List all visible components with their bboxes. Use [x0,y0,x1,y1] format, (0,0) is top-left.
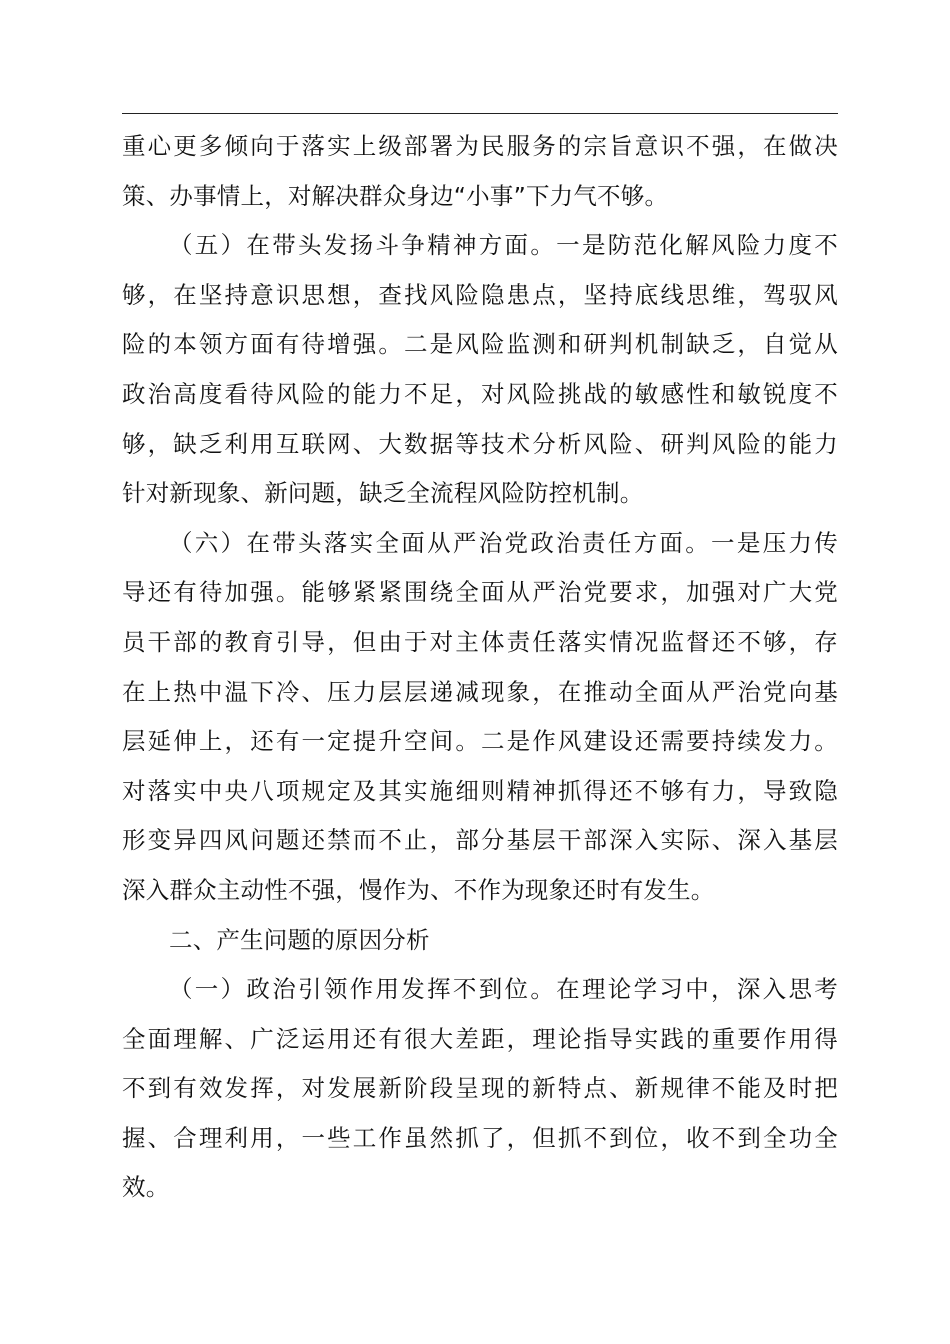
section-heading: 二、产生问题的原因分析 [169,925,430,954]
header-rule [122,113,838,114]
text-line: 在上热中温下冷、压力层层递减现象，在推动全面从严治党向基 [122,677,838,706]
body-text [122,122,838,1213]
text-line: 效。 [122,1173,170,1202]
paragraph-heading-5: （五）在带头发扬斗争精神方面。一是防范化解风险力度不 [169,231,838,260]
text-line: 策、办事情上，对解决群众身边“小事”下力气不够。 [122,181,669,210]
text-line: 政治高度看待风险的能力不足，对风险挑战的敏感性和敏锐度不 [122,379,838,408]
paragraph-heading-1: （一）政治引领作用发挥不到位。在理论学习中，深入思考 [169,975,838,1004]
text-line: 员干部的教育引导，但由于对主体责任落实情况监督还不够，存 [122,627,838,656]
text-line: 针对新现象、新问题，缺乏全流程风险防控机制。 [122,479,644,508]
text-line: 层延伸上，还有一定提升空间。二是作风建设还需要持续发力。 [122,727,838,756]
text-line: 对落实中央八项规定及其实施细则精神抓得还不够有力，导致隐 [122,776,838,805]
text-line: 导还有待加强。能够紧紧围绕全面从严治党要求，加强对广大党 [122,578,838,607]
text-line: 重心更多倾向于落实上级部署为民服务的宗旨意识不强，在做决 [122,132,838,160]
text-line: 握、合理利用，一些工作虽然抓了，但抓不到位，收不到全功全 [122,1123,838,1152]
text-line: 险的本领方面有待增强。二是风险监测和研判机制缺乏，自觉从 [122,330,838,359]
paragraph-heading-6: （六）在带头落实全面从严治党政治责任方面。一是压力传 [169,528,838,557]
text-line: 形变异四风问题还禁而不止，部分基层干部深入实际、深入基层 [122,826,838,855]
text-line: 够，在坚持意识思想，查找风险隐患点，坚持底线思维，驾驭风 [122,280,838,309]
text-line: 全面理解、广泛运用还有很大差距，理论指导实践的重要作用得 [122,1024,838,1053]
text-line: 够，缺乏利用互联网、大数据等技术分析风险、研判风险的能力 [122,429,838,458]
text-line: 不到有效发挥，对发展新阶段呈现的新特点、新规律不能及时把 [122,1074,838,1103]
text-line: 深入群众主动性不强，慢作为、不作为现象还时有发生。 [122,875,715,904]
